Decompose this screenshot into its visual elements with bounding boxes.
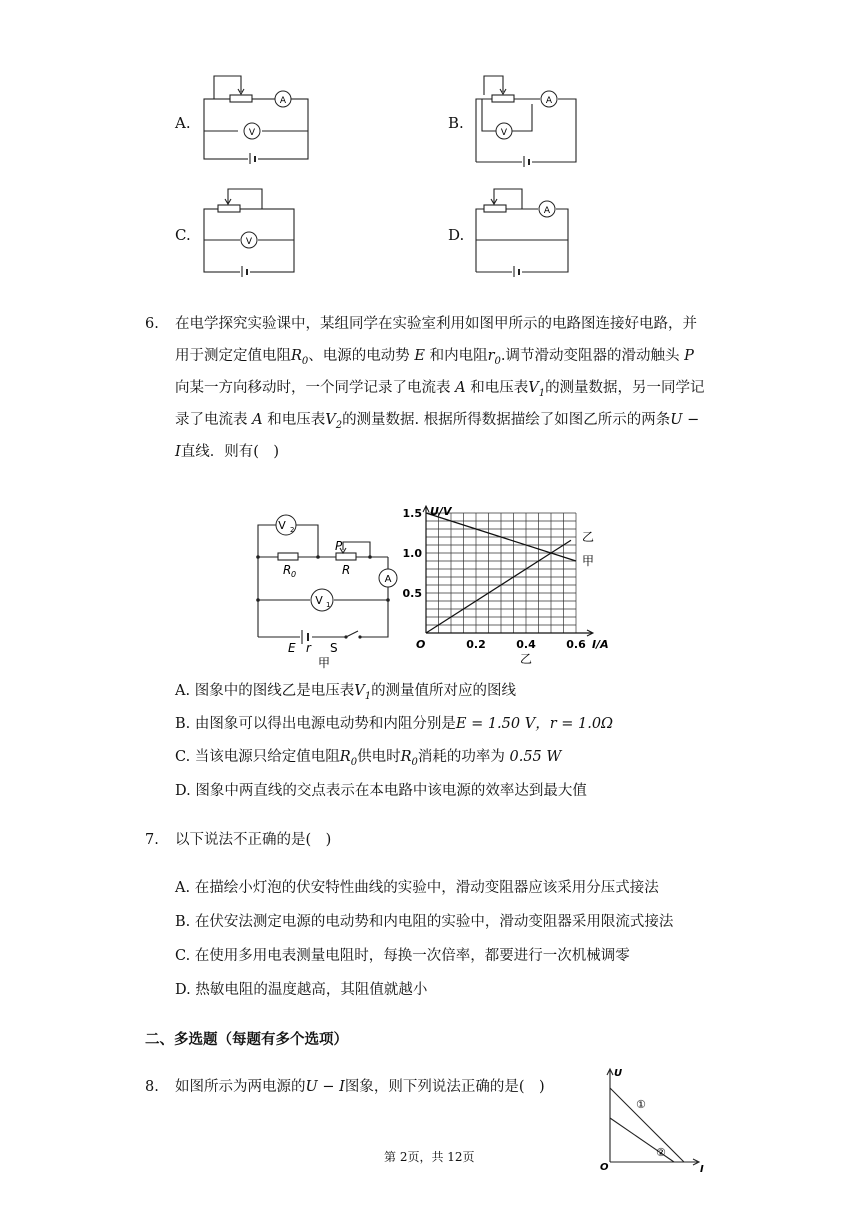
- q5-option-c-label: C.: [175, 226, 191, 244]
- q5-option-a-label: A.: [175, 114, 191, 132]
- voltmeter-label: V: [248, 128, 256, 138]
- q8-stem: 如图所示为两电源的U − I图象，则下列说法正确的是( ): [175, 1079, 545, 1095]
- q5-option-b-label: B.: [448, 114, 464, 132]
- q8-axis-i: I: [700, 1164, 704, 1174]
- q6-line-4: 录了电流表 A 和电压表$V_2$的测量数据. 根据所得数据描绘了如图乙所示的两条U −: [175, 412, 700, 431]
- q7-option-c: C. 在使用多用电表测量电阻时，每换一次倍率，都要进行一次机械调零: [175, 948, 630, 964]
- v2-label: V: [278, 519, 286, 532]
- q6-line-5: I直线．则有( ): [175, 444, 280, 460]
- r0-sub: 0: [291, 570, 297, 579]
- switch-s-label: S: [330, 641, 338, 655]
- section-2-title: 二、多选题（每题有多个选项）: [145, 1031, 348, 1048]
- x-tick-label: 0.2: [466, 638, 486, 651]
- q6-option-d: D. 图象中两直线的交点表示在本电路中该电源的效率达到最大值: [175, 783, 587, 799]
- q8-line-1-label: ①: [636, 1098, 646, 1111]
- q7-stem: 以下说法不正确的是( ): [175, 832, 332, 848]
- y-tick-label: 0.5: [402, 587, 422, 600]
- q7-option-d: D. 热敏电阻的温度越高，其阻值就越小: [175, 982, 428, 998]
- q6-ui-chart: [400, 505, 615, 670]
- q5-circuit-c: [200, 185, 315, 277]
- q8-number: 8.: [145, 1079, 159, 1095]
- x-axis-label: I/A: [592, 638, 609, 651]
- ammeter-a-label: A: [384, 574, 392, 585]
- ammeter-label: A: [545, 96, 553, 106]
- q6-number: 6.: [145, 316, 159, 332]
- origin-label: O: [416, 638, 426, 651]
- chart-caption: 乙: [520, 652, 533, 666]
- internal-r-label: r: [306, 641, 311, 655]
- q6-line-1: 在电学探究实验课中，某组同学在实验室利用如图甲所示的电路图连接好电路，并: [175, 316, 697, 332]
- chart-grid: [426, 513, 576, 633]
- q6-circuit-jia: [248, 505, 403, 670]
- rheostat-label: R: [342, 563, 351, 577]
- x-tick-label: 0.6: [566, 638, 586, 651]
- q7-option-a: A. 在描绘小灯泡的伏安特性曲线的实验中，滑动变阻器应该采用分压式接法: [175, 880, 659, 896]
- circuit-caption: 甲: [318, 656, 331, 670]
- r0-label: R: [283, 563, 292, 577]
- page-footer: 第 2页，共 12页: [384, 1150, 475, 1164]
- q5-circuit-d: [472, 185, 587, 277]
- x-tick-label: 0.4: [516, 638, 536, 651]
- q6-option-a: A. 图象中的图线乙是电压表$V_1$的测量值所对应的图线: [175, 683, 517, 702]
- q8-ui-graph: [596, 1064, 714, 1174]
- y-axis-label: U/V: [430, 505, 452, 518]
- voltmeter-label: V: [245, 237, 253, 247]
- v1-label: V: [315, 594, 323, 607]
- series-line-2: [426, 540, 571, 633]
- q8-axis-u: U: [614, 1068, 623, 1079]
- slider-p-label: P: [335, 539, 343, 553]
- y-tick-label: 1.5: [402, 507, 422, 520]
- q7-number: 7.: [145, 832, 159, 848]
- ammeter-label: A: [279, 96, 287, 106]
- q6-line-2: 用于测定定值电阻$R_0$、电源的电动势 E 和内电阻$r_0$.调节滑动变阻器的滑动触头 P: [175, 348, 694, 367]
- chart-axes: [423, 506, 593, 636]
- q6-option-c: C. 当该电源只给定值电阻$R_0$供电时$R_0$消耗的功率为 0.55 W: [175, 749, 562, 768]
- v2-sub: 2: [290, 526, 295, 534]
- series-label-2: 甲: [582, 554, 595, 568]
- q5-option-d-label: D.: [448, 226, 465, 244]
- q5-circuit-b: [472, 72, 587, 167]
- q6-line-3: 向某一方向移动时，一个同学记录了电流表 A 和电压表$V_1$的测量数据，另一同学记: [175, 380, 705, 399]
- q6-option-b: B. 由图象可以得出电源电动势和内阻分别是E = 1.50 V，r = 1.0Ω: [175, 716, 614, 732]
- ammeter-label: A: [543, 206, 551, 216]
- q7-option-b: B. 在伏安法测定电源的电动势和内电阻的实验中，滑动变阻器采用限流式接法: [175, 914, 674, 930]
- emf-e-label: E: [288, 641, 296, 655]
- series-label-1: 乙: [582, 530, 595, 544]
- q8-line-2-label: ②: [656, 1146, 666, 1159]
- q8-origin: O: [600, 1162, 609, 1173]
- v1-sub: 1: [326, 601, 331, 609]
- voltmeter-label: V: [500, 128, 508, 138]
- q5-circuit-a: [200, 72, 315, 164]
- y-tick-label: 1.0: [402, 547, 422, 560]
